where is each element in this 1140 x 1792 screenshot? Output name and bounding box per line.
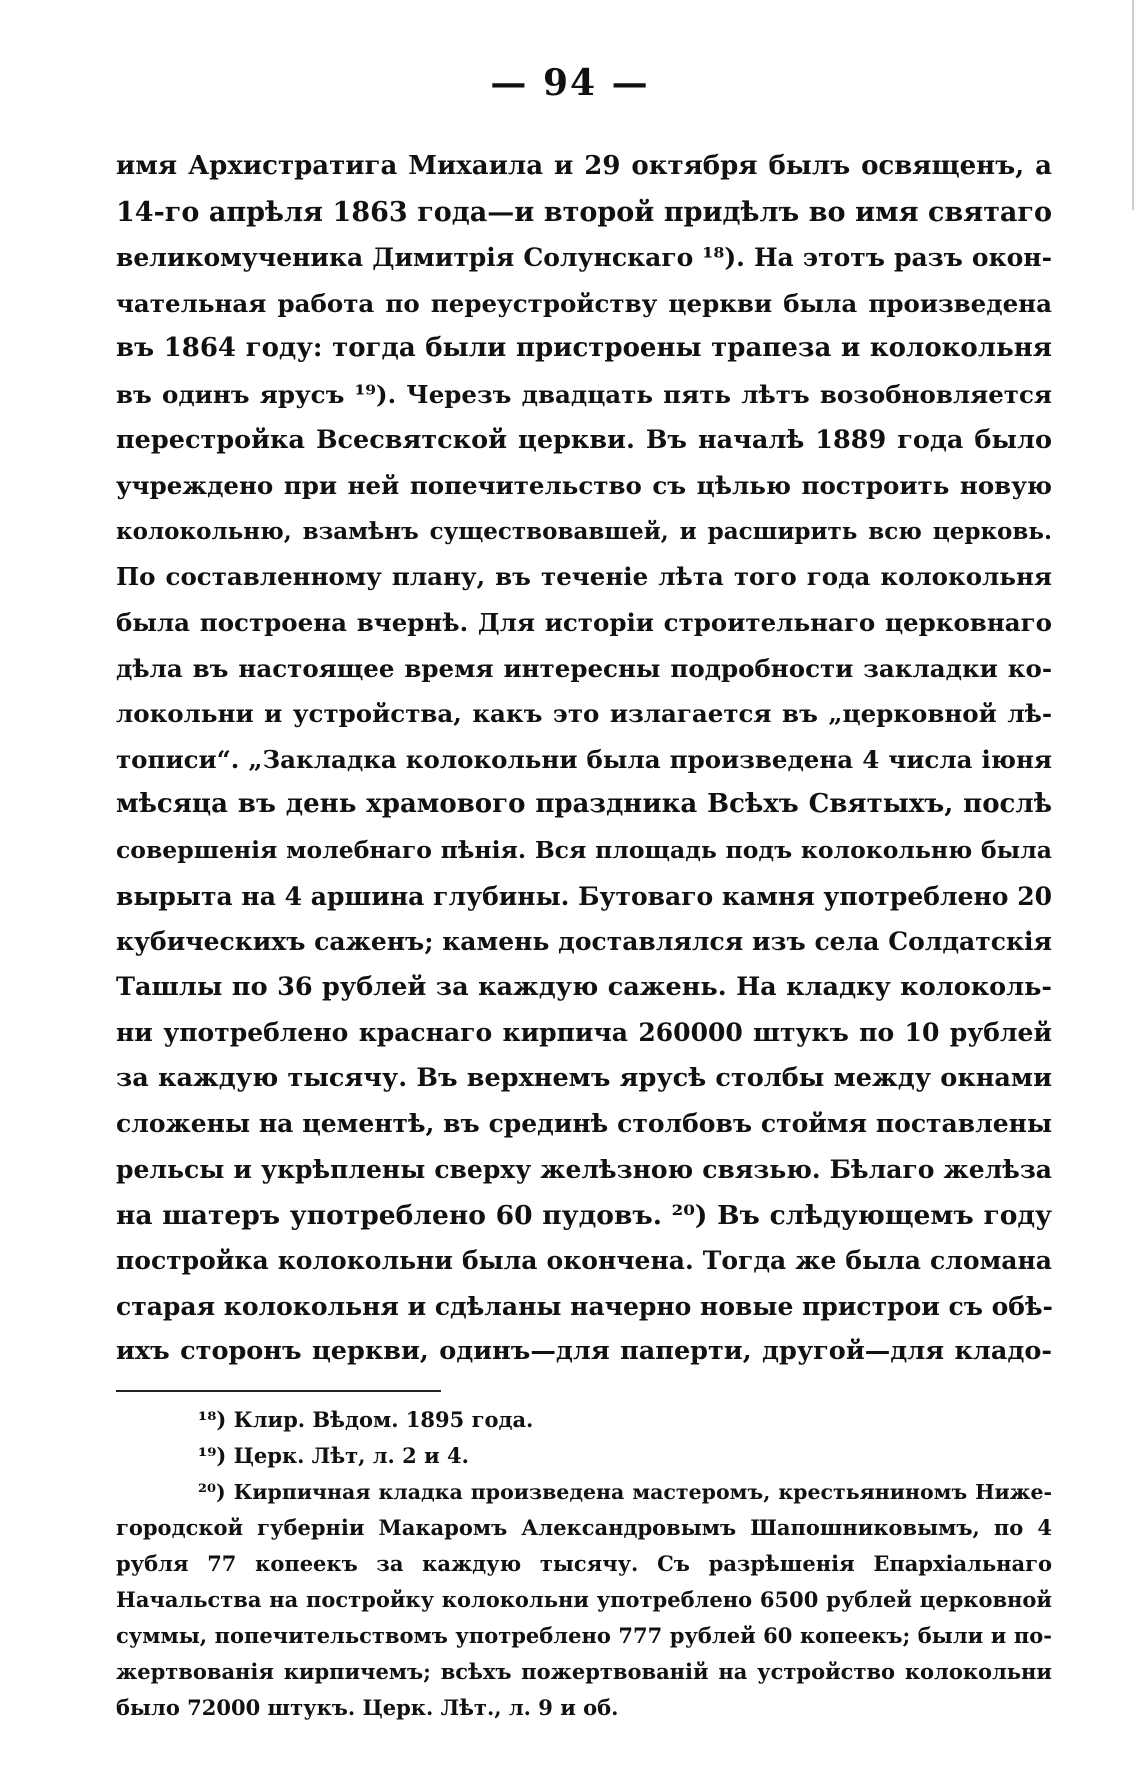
- text-line: ихъ сторонъ церкви, одинъ—для паперти, другой—для кладо-: [116, 1336, 1052, 1367]
- text-line: великомученика Димитрія Солунскаго ¹⁸). На этотъ разъ окон-: [116, 243, 1052, 273]
- text-line: учреждено при ней попечительство съ цѣлью построить новую: [116, 471, 1052, 501]
- text-line: ни употреблено краснаго кирпича 260000 штукъ по 10 рублей: [116, 1018, 1052, 1048]
- text-line: вырыта на 4 аршина глубины. Бутоваго камня употреблено 20: [116, 881, 1052, 911]
- text-line: на шатеръ употреблено 60 пудовъ. ²⁰) Въ слѣдующемъ году: [116, 1199, 1052, 1231]
- text-line: совершенія молебнаго пѣнія. Вся площадь подъ колокольню была: [116, 835, 1052, 864]
- text-line: кубическихъ саженъ; камень доставлялся изъ села Солдатскія: [116, 927, 1052, 957]
- text-line: чательная работа по переустройству церкви была произведена: [116, 288, 1052, 318]
- main-text: [116, 144, 1052, 1375]
- text-line: въ одинъ ярусъ ¹⁹). Черезъ двадцать пять лѣтъ возобновляется: [116, 379, 1052, 409]
- footnote-20-line: было 72000 штукъ. Церк. Лѣт., л. 9 и об.: [116, 1695, 619, 1720]
- footnote-20-line: городской губерніи Макаромъ Александровымъ Шапошниковымъ, по 4: [116, 1515, 1052, 1540]
- text-line: въ 1864 году: тогда были пристроены трапеза и колокольня: [116, 333, 1052, 364]
- footnotes: [116, 1402, 1052, 1726]
- text-line: мѣсяца въ день храмового праздника Всѣхъ Святыхъ, послѣ: [116, 789, 1052, 820]
- footnote-20-line: жертвованія кирпичемъ; всѣхъ пожертвованій на устройство колокольни: [116, 1659, 1052, 1684]
- footnote-18: ¹⁸) Клир. Вѣдом. 1895 года.: [198, 1407, 534, 1432]
- text-line: тописи“. „Закладка колокольни была произведена 4 числа іюня: [116, 744, 1052, 774]
- scan-edge-mark: [1132, 0, 1134, 210]
- text-line: перестройка Всесвятской церкви. Въ началѣ 1889 года было: [116, 424, 1052, 455]
- text-line: постройка колокольни была окончена. Тогда же была сломана: [116, 1246, 1052, 1276]
- footnote-19: ¹⁹) Церк. Лѣт, л. 2 и 4.: [198, 1443, 469, 1468]
- text-line: за каждую тысячу. Въ верхнемъ ярусѣ столбы между окнами: [116, 1062, 1052, 1093]
- text-line: По составленному плану, въ теченіе лѣта того года колокольня: [116, 562, 1052, 592]
- text-line: старая колокольня и сдѣланы начерно новые пристрои съ обѣ-: [116, 1291, 1053, 1321]
- footnote-divider: [116, 1390, 441, 1392]
- text-line: сложены на цементѣ, въ срединѣ столбовъ стоймя поставлены: [116, 1109, 1052, 1139]
- footnote-20-line: суммы, попечительствомъ употреблено 777 рублей 60 копеекъ; были и по-: [116, 1623, 1052, 1648]
- text-line: рельсы и укрѣплены сверху желѣзною связью. Бѣлаго желѣза: [116, 1155, 1052, 1185]
- text-line: имя Архистратига Михаила и 29 октября былъ освященъ, а: [116, 151, 1052, 181]
- text-line: дѣла въ настоящее время интересны подробности закладки ко-: [116, 653, 1052, 683]
- text-line: была построена вчернѣ. Для исторіи строительнаго церковнаго: [116, 607, 1052, 637]
- text-line: локольни и устройства, какъ это излагается въ „церковной лѣ-: [116, 699, 1052, 729]
- text-line: колокольню, взамѣнъ существовавшей, и расширить всю церковь.: [116, 517, 1052, 545]
- text-line: 14-го апрѣля 1863 года—и второй придѣлъ во имя святаго: [116, 196, 1052, 228]
- page-number: — 94 —: [490, 62, 650, 104]
- footnote-20: ²⁰) Кирпичная кладка произведена мастеромъ, крестьяниномъ Ниже-: [198, 1480, 1052, 1504]
- text-line: Ташлы по 36 рублей за каждую сажень. На кладку колоколь-: [116, 971, 1052, 1002]
- footnote-20-line: Начальства на постройку колокольни употреблено 6500 рублей церковной: [116, 1587, 1052, 1612]
- footnote-20-line: рубля 77 копеекъ за каждую тысячу. Съ разрѣшенія Епархіальнаго: [116, 1551, 1052, 1576]
